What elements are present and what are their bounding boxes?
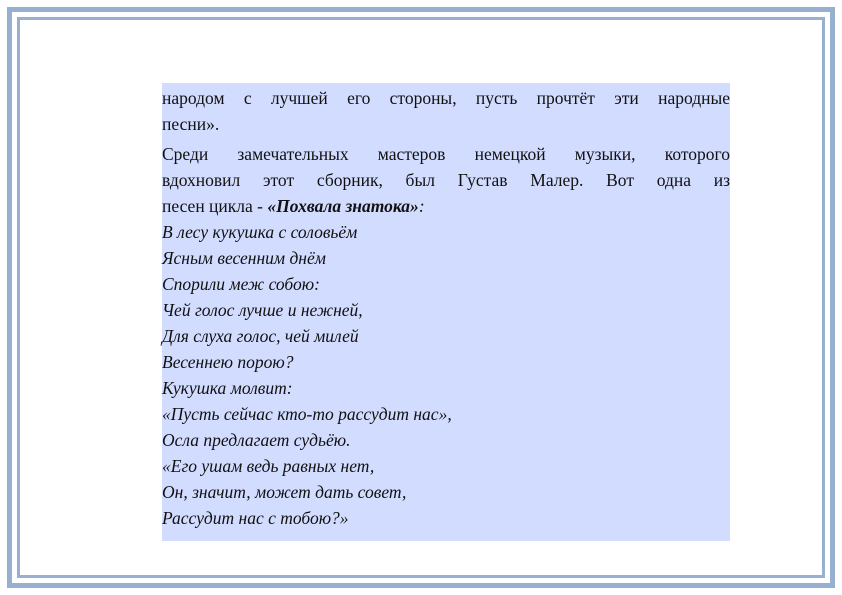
intro-paragraph <box>162 85 730 137</box>
mahler-line-2: вдохновил этот сборник, был Густав Малер. Вот одна из <box>162 170 730 190</box>
song-title: «Похвала знатока» <box>267 196 419 216</box>
poem-line: Спорили меж собою: <box>162 274 320 294</box>
slide-text-box <box>162 83 730 541</box>
poem-line: Рассудит нас с тобою?» <box>162 508 349 528</box>
intro-line-1: народом с лучшей его стороны, пусть прочтёт эти народные <box>162 88 730 108</box>
poem-line: Весеннею порою? <box>162 352 294 372</box>
poem-line: В лесу кукушка с соловьём <box>162 222 358 242</box>
poem-line: Чей голос лучше и нежней, <box>162 300 363 320</box>
mahler-line-3-prefix: песен цикла - <box>162 196 268 216</box>
poem-line: Он, значит, может дать совет, <box>162 482 407 502</box>
poem-line: Кукушка молвит: <box>162 378 293 398</box>
mahler-line-3 <box>162 193 730 219</box>
poem-line: «Пусть сейчас кто-то рассудит нас», <box>162 404 452 424</box>
poem-line: Для слуха голос, чей милей <box>162 326 359 346</box>
poem-line: «Его ушам ведь равных нет, <box>162 456 375 476</box>
mahler-line-1: Среди замечательных мастеров немецкой музыки, которого <box>162 144 730 164</box>
poem-line: Осла предлагает судьёю. <box>162 430 351 450</box>
song-title-colon: : <box>418 196 425 216</box>
intro-line-2: песни». <box>162 114 220 134</box>
poem-line: Ясным весенним днём <box>162 248 326 268</box>
mahler-paragraph <box>162 141 730 219</box>
poem-block <box>162 219 730 531</box>
